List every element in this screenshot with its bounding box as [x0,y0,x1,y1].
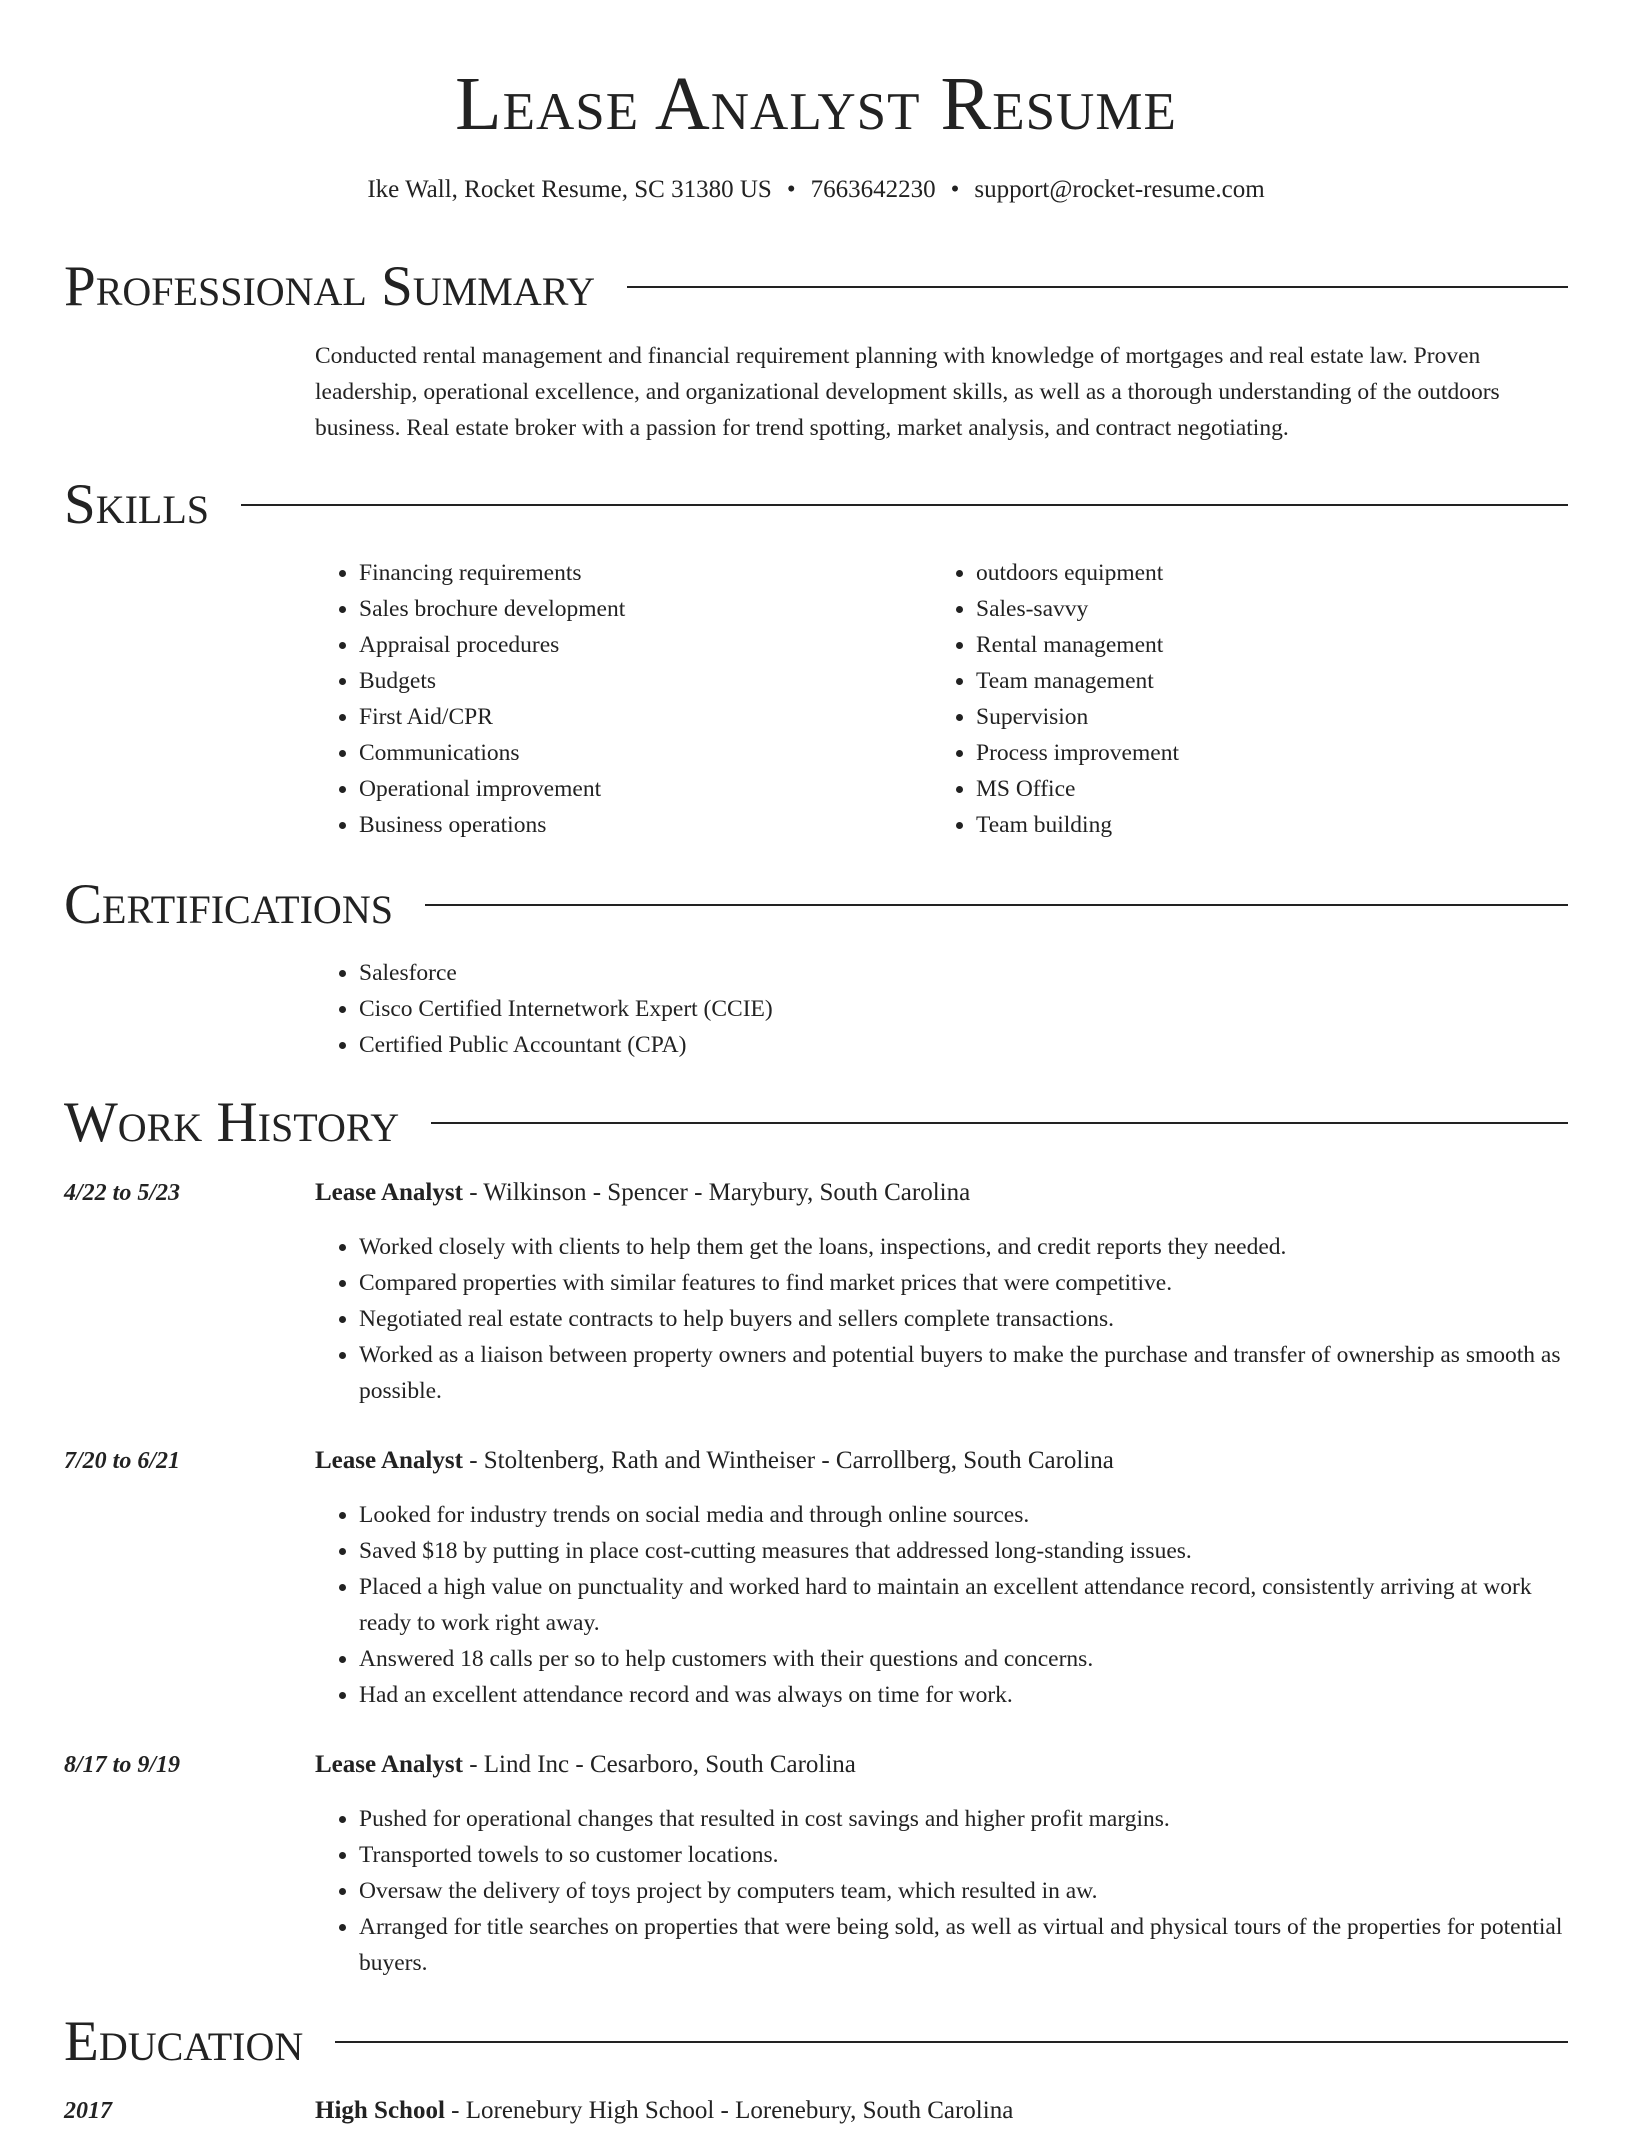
job-bullet: • Oversaw the delivery of toys project by computers team, which resulted in aw. [359,1873,1568,1909]
job-bullet: • Arranged for title searches on properties that were being sold, as well as virtual and physical tours of the properties for potential buyers. [359,1909,1568,1981]
job-bullet: • Worked closely with clients to help them get the loans, inspections, and credit reports they needed. [359,1229,1568,1265]
summary-text: Conducted rental management and financial requirement planning with knowledge of mortgages and real estate law. Proven leadership, operational excellence, and organizational development skills, as well as a thorough understanding of the outdoors business. Real estate broker with a passion for trend spotting, market analysis, and contract negotiating. [315,343,1500,441]
certifications [315,955,1515,1063]
skills-column-left [315,555,875,843]
section-header-summary [64,252,1568,322]
certification-item: • Salesforce [359,955,1515,991]
education-degree: High School [315,2097,445,2124]
section-header-work-history [64,1088,1568,1158]
section-divider [627,286,1568,288]
job-bullet-list [315,1801,1568,1981]
skill-item: • Rental management [976,627,1532,663]
skill-item: • Team management [976,663,1532,699]
certifications-list [315,955,1515,1063]
skills-list [932,555,1532,843]
job-bullet: • Compared properties with similar features to find market prices that were competitive. [359,1265,1568,1301]
skills-list [315,555,875,843]
skill-item: • Process improvement [976,735,1532,771]
job-heading [315,1175,1568,1211]
section-header-education [64,2007,1568,2077]
skill-item: • Sales brochure development [359,591,875,627]
job-bullet-list [315,1497,1568,1713]
skill-item: • Communications [359,735,875,771]
job-bullet-list [315,1229,1568,1409]
contact-separator: • [950,176,960,203]
skill-item: • Business operations [359,807,875,843]
contact-separator: • [786,176,796,203]
job-heading [315,1747,1568,1783]
job-dates: 4/22 to 5/23 [64,1180,181,1206]
section-title-skills: Skills [64,473,210,536]
section-divider [335,2041,1568,2043]
section-header-skills [64,470,1568,540]
job-employer: - Wilkinson - Spencer - Marybury, South Carolina [462,1179,971,1206]
job-heading [315,1443,1568,1479]
contact-phone: 7663642230 [810,176,936,203]
section-title-work-history: Work History [64,1091,400,1154]
skill-item: • MS Office [976,771,1532,807]
contact-email: support@rocket-resume.com [974,176,1265,203]
education-school: - Lorenebury High School - Lorenebury, South Carolina [444,2097,1014,2124]
contact-address: Ike Wall, Rocket Resume, SC 31380 US [367,176,772,203]
job-bullet: • Negotiated real estate contracts to help buyers and sellers complete transactions. [359,1301,1568,1337]
job-bullet: • Looked for industry trends on social media and through online sources. [359,1497,1568,1533]
skill-item: • Supervision [976,699,1532,735]
skill-item: • Budgets [359,663,875,699]
job-bullet: • Worked as a liaison between property owners and potential buyers to make the purchase and transfer of ownership as smooth as possible. [359,1337,1568,1409]
job-employer: - Lind Inc - Cesarboro, South Carolina [462,1751,856,1778]
job-duties [315,1497,1568,1713]
certification-item: • Cisco Certified Internetwork Expert (CCIE) [359,991,1515,1027]
job-bullet: • Pushed for operational changes that resulted in cost savings and higher profit margins. [359,1801,1568,1837]
certification-item: • Certified Public Accountant (CPA) [359,1027,1515,1063]
contact-line [0,173,1632,207]
skill-item: • Sales-savvy [976,591,1532,627]
skill-item: • outdoors equipment [976,555,1532,591]
job-role: Lease Analyst [315,1447,463,1474]
section-title-certifications: Certifications [64,873,393,936]
job-bullet: • Had an excellent attendance record and was always on time for work. [359,1677,1568,1713]
job-employer: - Stoltenberg, Rath and Wintheiser - Carrollberg, South Carolina [462,1447,1114,1474]
skill-item: • Financing requirements [359,555,875,591]
job-role: Lease Analyst [315,1179,463,1206]
job-bullet: • Answered 18 calls per so to help customers with their questions and concerns. [359,1641,1568,1677]
job-duties [315,1229,1568,1409]
skill-item: • Team building [976,807,1532,843]
job-dates: 8/17 to 9/19 [64,1752,181,1778]
skill-item: • Operational improvement [359,771,875,807]
section-divider [431,1122,1568,1124]
section-title-summary: Professional Summary [64,255,596,318]
skill-item: • Appraisal procedures [359,627,875,663]
resume-title: Lease Analyst Resume [455,62,1177,146]
job-role: Lease Analyst [315,1751,463,1778]
section-title-education: Education [64,2010,304,2073]
job-bullet: • Transported towels to so customer locations. [359,1837,1568,1873]
job-duties [315,1801,1568,1981]
education-date: 2017 [64,2098,112,2124]
section-divider [241,504,1568,506]
job-dates: 7/20 to 6/21 [64,1448,181,1474]
section-header-certifications [64,870,1568,940]
skill-item: • First Aid/CPR [359,699,875,735]
job-bullet: • Saved $18 by putting in place cost-cutting measures that addressed long-standing issues. [359,1533,1568,1569]
education-heading [315,2093,1568,2129]
section-divider [425,904,1568,906]
skills-column-right [932,555,1532,843]
job-bullet: • Placed a high value on punctuality and worked hard to maintain an excellent attendance record, consistently arriving at work ready to work right away. [359,1569,1568,1641]
